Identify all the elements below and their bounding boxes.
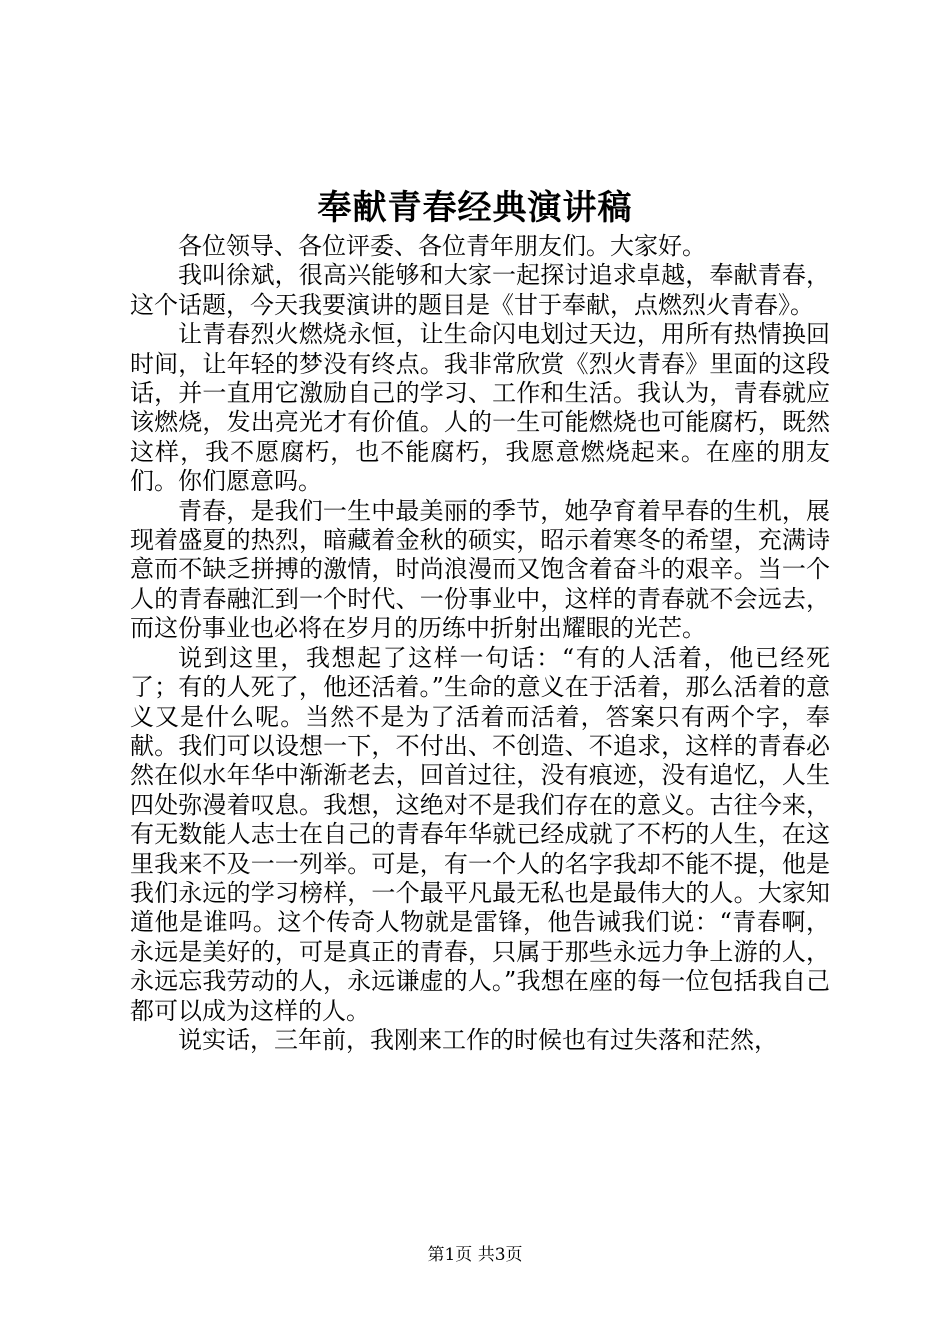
paragraph-meaning-of-life: 说到这里，我想起了这样一句话：“有的人活着，他已经死了；有的人死了，他还活着。”生命的意义在于活着，那么活着的意义又是什么呢。当然不是为了活着而活着，答案只有两个字，奉献。我们可以设想一下，不付出、不创造、不追求，这样的青春必然在似水年华中渐渐老去，回首过往，没有痕迹，没有追忆，人生四处弥漫着叹息。我想，这绝对不是我们存在的意义。古往今来，有无数能人志士在自己的青春年华就已经成就了不朽的人生，在这里我来不及一一列举。可是，有一个人的名字我却不能不提，他是我们永远的学习榜样，一个最平凡最无私也是最伟大的人。大家知道他是谁吗。这个传奇人物就是雷锋，他告诫我们说：“青春啊，永远是美好的，可是真正的青春，只属于那些永远力争上游的人，永远忘我劳动的人，永远谦虚的人。”我想在座的每一位包括我自己都可以成为这样的人。 [130, 643, 830, 1025]
paragraph-greeting: 各位领导、各位评委、各位青年朋友们。大家好。 [178, 232, 706, 260]
paragraph-youth-season: 青春，是我们一生中最美丽的季节，她孕育着早春的生机，展现着盛夏的热烈，暗藏着金秋的硕实，昭示着寒冬的希望，充满诗意而不缺乏拼搏的激情，时尚浪漫而又饱含着奋斗的艰辛。当一个人的青春融汇到一个时代、一份事业中，这样的青春就不会远去，而这份事业也必将在岁月的历练中折射出耀眼的光芒。 [130, 496, 830, 643]
document-title: 奉献青春经典演讲稿 [317, 188, 633, 228]
paragraph-three-years-ago: 说实话，三年前，我刚来工作的时候也有过失落和茫然， [178, 1025, 778, 1054]
page-number-footer: 第1页 共3页 [427, 1245, 523, 1265]
document-body [130, 232, 830, 1055]
paragraph-introduction: 我叫徐斌，很高兴能够和大家一起探讨追求卓越，奉献青春，这个话题，今天我要演讲的题目是《甘于奉献，点燃烈火青春》。 [130, 261, 830, 319]
paragraph-burning-youth: 让青春烈火燃烧永恒，让生命闪电划过天边，用所有热情换回时间，让年轻的梦没有终点。我非常欣赏《烈火青春》里面的这段话，并一直用它激励自己的学习、工作和生活。我认为，青春就应该燃烧，发出亮光才有价值。人的一生可能燃烧也可能腐朽，既然这样，我不愿腐朽，也不能腐朽，我愿意燃烧起来。在座的朋友们。你们愿意吗。 [130, 320, 830, 496]
